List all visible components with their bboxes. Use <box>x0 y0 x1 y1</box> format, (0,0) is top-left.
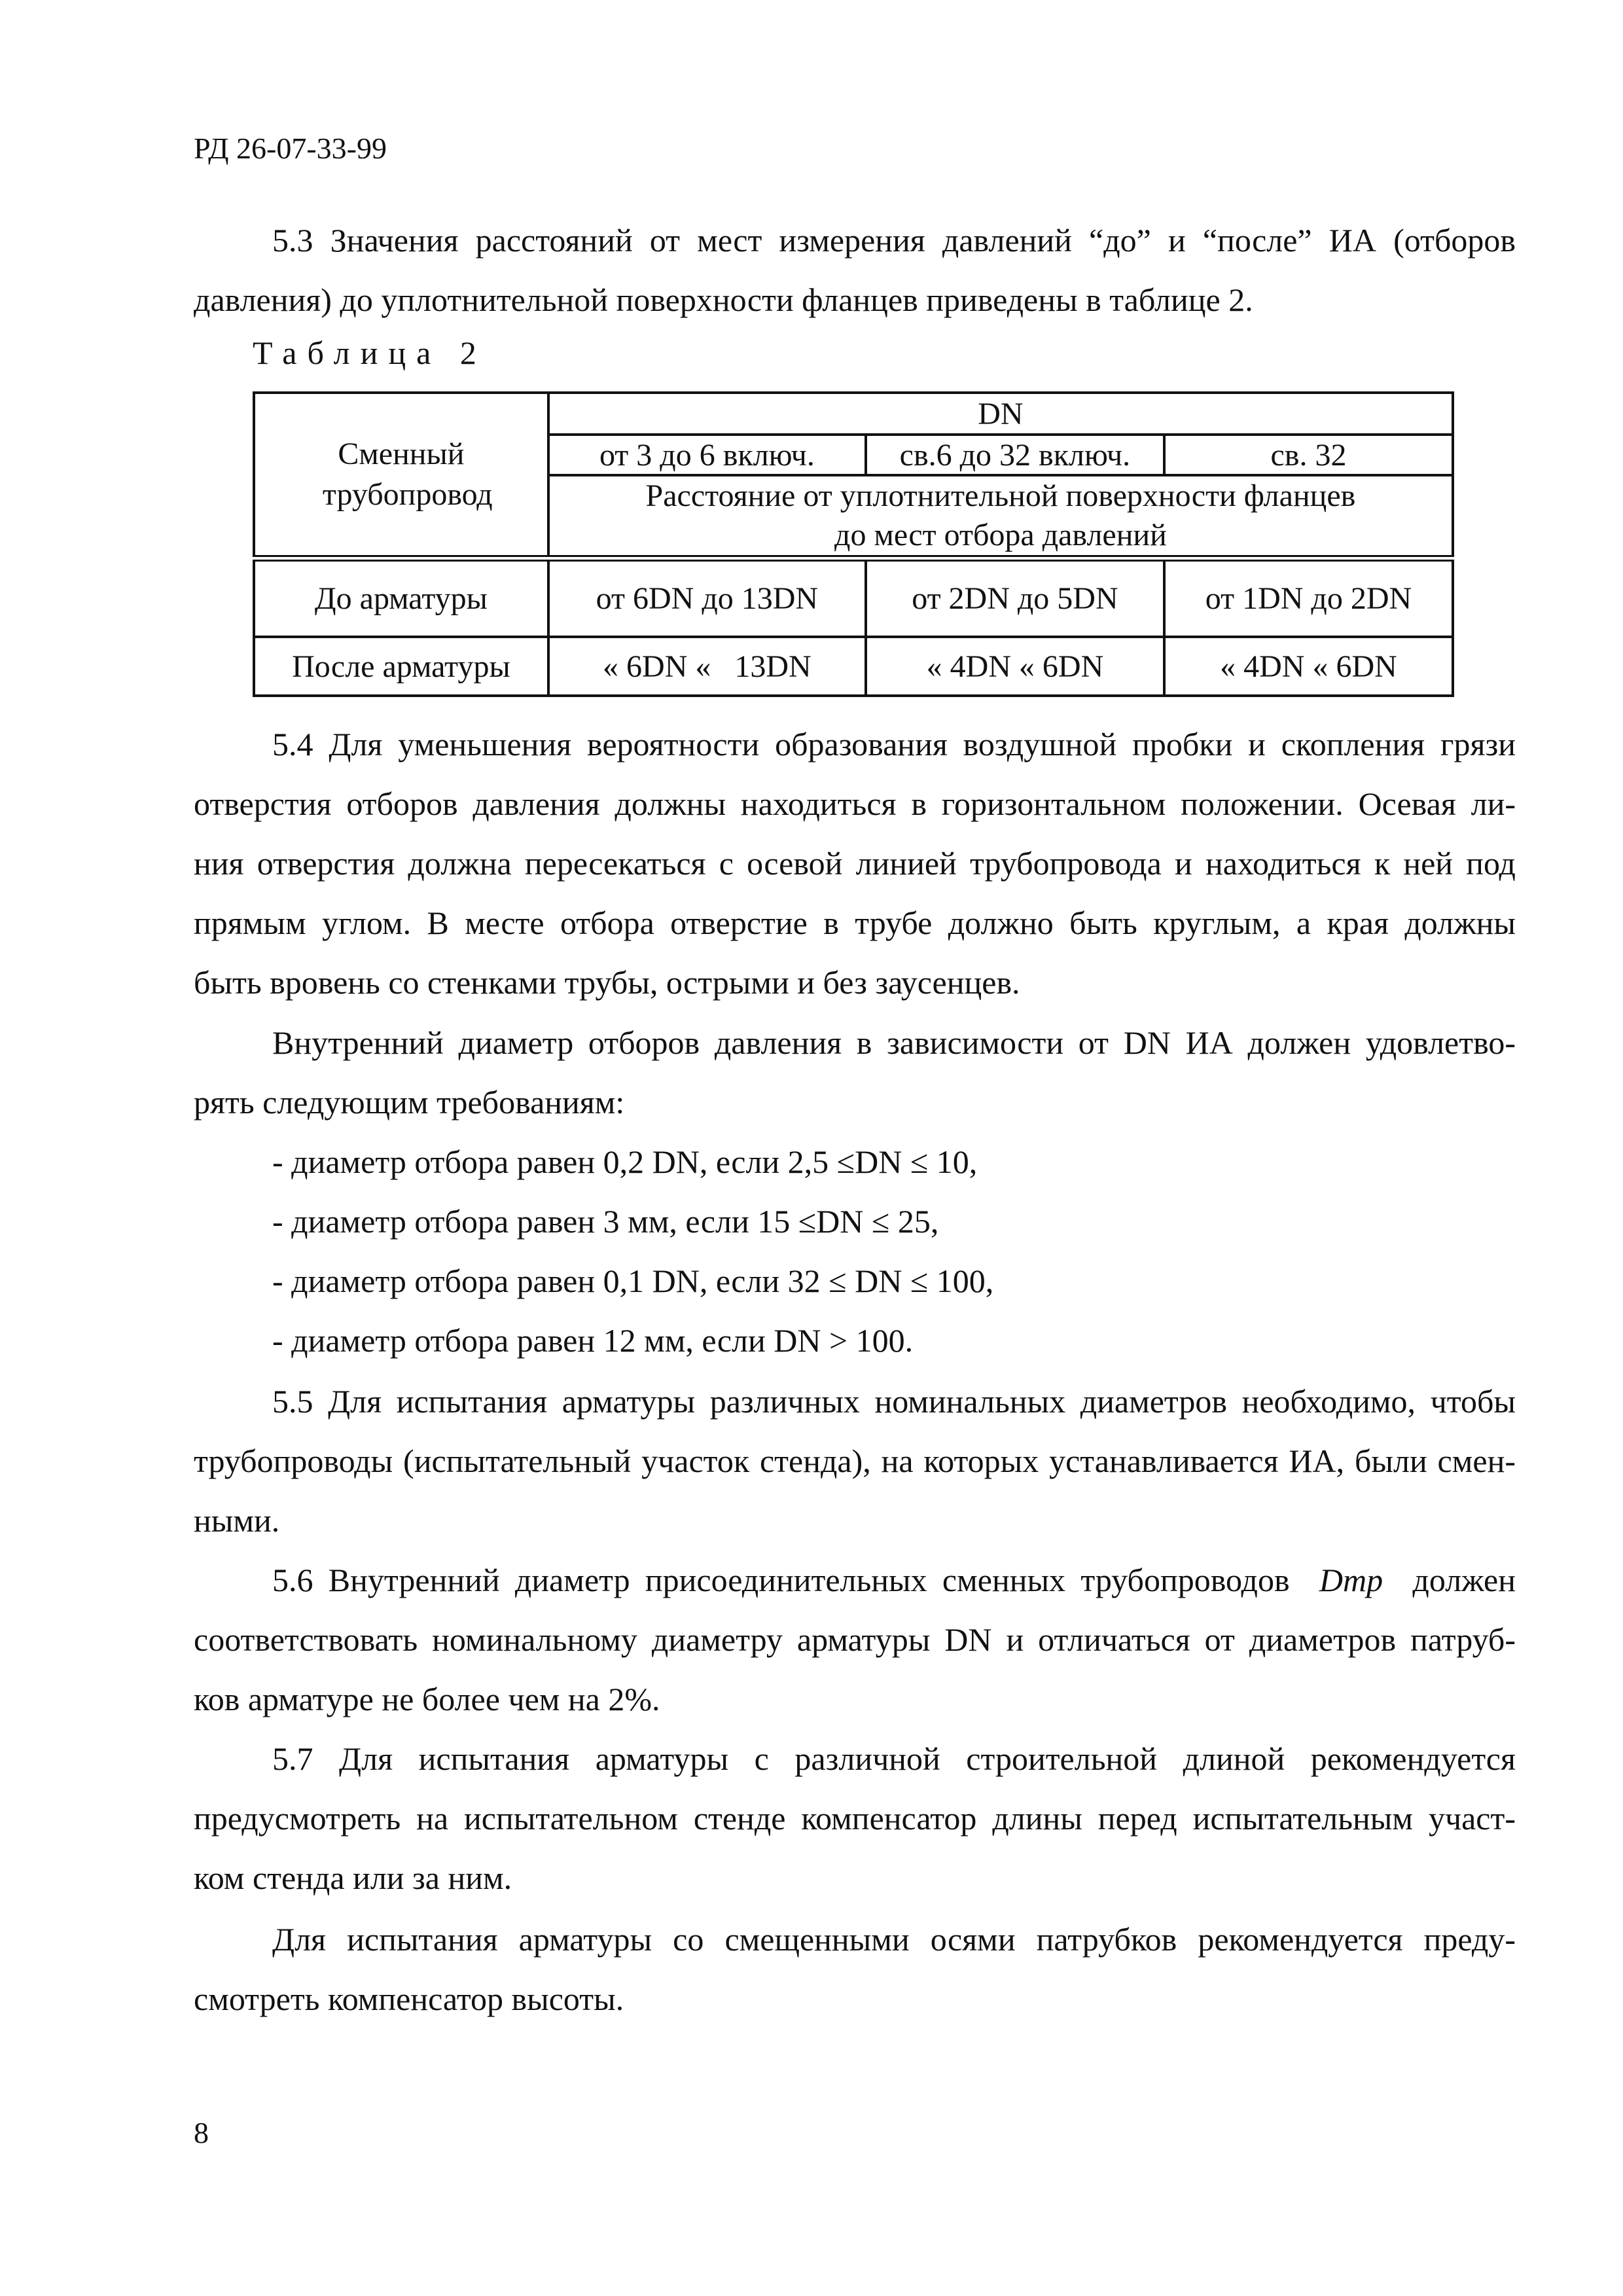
header-pipeline-label: Сменный трубопровод <box>322 437 493 512</box>
distance-header-line: Расстояние от уплотнительной поверхности фланцев <box>645 478 1356 513</box>
section-5-4-line: 5.4 Для уменьшения вероятности образования воздушной пробки и скопления грязи <box>272 726 1516 762</box>
list-item: - диаметр отбора равен 0,2 DN, если 2,5 ≤DN ≤ 10, <box>272 1143 978 1180</box>
range-cell: от 3 до 6 включ. <box>548 435 866 475</box>
section-5-4-line: отверстия отборов давления должны находиться в горизонтальном положении. Осевая ли- <box>194 785 1516 822</box>
offset-axes-line: Для испытания арматуры со смещенными осями патрубков рекомендуется преду- <box>272 1921 1516 1958</box>
pipe-diameter-symbol: Dтр <box>1319 1562 1383 1598</box>
inner-diameter-line: Внутренний диаметр отборов давления в зависимости от DN ИА должен удовлетво- <box>272 1024 1516 1061</box>
section-5-6-line: соответствовать номинальному диаметру арматуры DN и отличаться от диаметров патруб- <box>194 1621 1516 1658</box>
table-cell: от 6DN до 13DN <box>548 558 866 637</box>
section-5-3-line: давления) до уплотнительной поверхности фланцев приведены в таблице 2. <box>194 281 1253 318</box>
list-item: - диаметр отбора равен 0,1 DN, если 32 ≤ DN ≤ 100, <box>272 1263 994 1299</box>
table-cell: « 4DN « 6DN <box>866 637 1164 696</box>
header-cell-distance <box>548 475 1453 558</box>
row-label: После арматуры <box>254 637 548 696</box>
document-code: РД 26-07-33-99 <box>194 132 387 165</box>
section-5-6-text: 5.6 Внутренний диаметр присоединительных сменных трубопроводов <box>272 1562 1290 1598</box>
table-row <box>254 558 1453 637</box>
distance-header-line: до мест отбора давлений <box>834 518 1167 552</box>
section-5-7-line: 5.7 Для испытания арматуры с различной строительной длиной рекомендуется <box>272 1740 1516 1777</box>
row-label: До арматуры <box>254 558 548 637</box>
offset-axes-line: смотреть компенсатор высоты. <box>194 1981 624 2017</box>
section-5-6 <box>194 1551 1516 1729</box>
section-5-6-text: должен <box>1412 1562 1516 1598</box>
header-cell-pipeline <box>254 393 548 558</box>
range-cell: св. 32 <box>1164 435 1453 475</box>
section-5-4 <box>194 715 1516 1013</box>
table-cell: « 4DN « 6DN <box>1164 637 1453 696</box>
page-number: 8 <box>194 2116 209 2149</box>
section-5-5-line: 5.5 Для испытания арматуры различных номинальных диаметров необходимо, чтобы <box>272 1383 1516 1420</box>
inner-diameter-line: рять следующим требованиям: <box>194 1084 625 1121</box>
list-item: - диаметр отбора равен 3 мм, если 15 ≤DN ≤ 25, <box>272 1203 939 1240</box>
section-5-7-line: предусмотреть на испытательном стенде компенсатор длины перед испытательным участ- <box>194 1800 1516 1837</box>
section-5-3-line: 5.3 Значения расстояний от мест измерения давлений “до” и “после” ИА (отборов <box>272 222 1516 259</box>
section-5-5-line: ными. <box>194 1502 280 1539</box>
section-5-4-line: быть вровень со стенками трубы, острыми и без заусенцев. <box>194 964 1020 1001</box>
list-item: - диаметр отбора равен 12 мм, если DN > 100. <box>272 1322 914 1359</box>
table-cell: от 1DN до 2DN <box>1164 558 1453 637</box>
section-5-7 <box>194 1729 1516 1908</box>
table-cell: « 6DN « 13DN <box>548 637 866 696</box>
distances-table <box>253 391 1454 697</box>
inner-diameter-paragraph <box>194 1013 1516 1371</box>
section-5-3 <box>194 211 1516 330</box>
section-5-5 <box>194 1372 1516 1551</box>
section-5-6-line <box>194 1551 1516 1610</box>
section-5-4-line: прямым углом. В месте отбора отверстие в трубе должно быть круглым, а края должны <box>194 905 1516 941</box>
section-5-5-line: трубопроводы (испытательный участок стенда), на которых устанавливается ИА, были смен- <box>194 1443 1516 1479</box>
section-5-4-line: ния отверстия должна пересекаться с осевой линией трубопровода и находиться к ней под <box>194 845 1516 882</box>
table-caption: Таблица 2 <box>253 334 487 371</box>
offset-axes-paragraph <box>194 1910 1516 2029</box>
header-cell-dn: DN <box>548 393 1453 435</box>
range-cell: св.6 до 32 включ. <box>866 435 1164 475</box>
table-cell: от 2DN до 5DN <box>866 558 1164 637</box>
table-row <box>254 637 1453 696</box>
section-5-7-line: ком стенда или за ним. <box>194 1859 512 1896</box>
section-5-6-line: ков арматуре не более чем на 2%. <box>194 1681 660 1717</box>
